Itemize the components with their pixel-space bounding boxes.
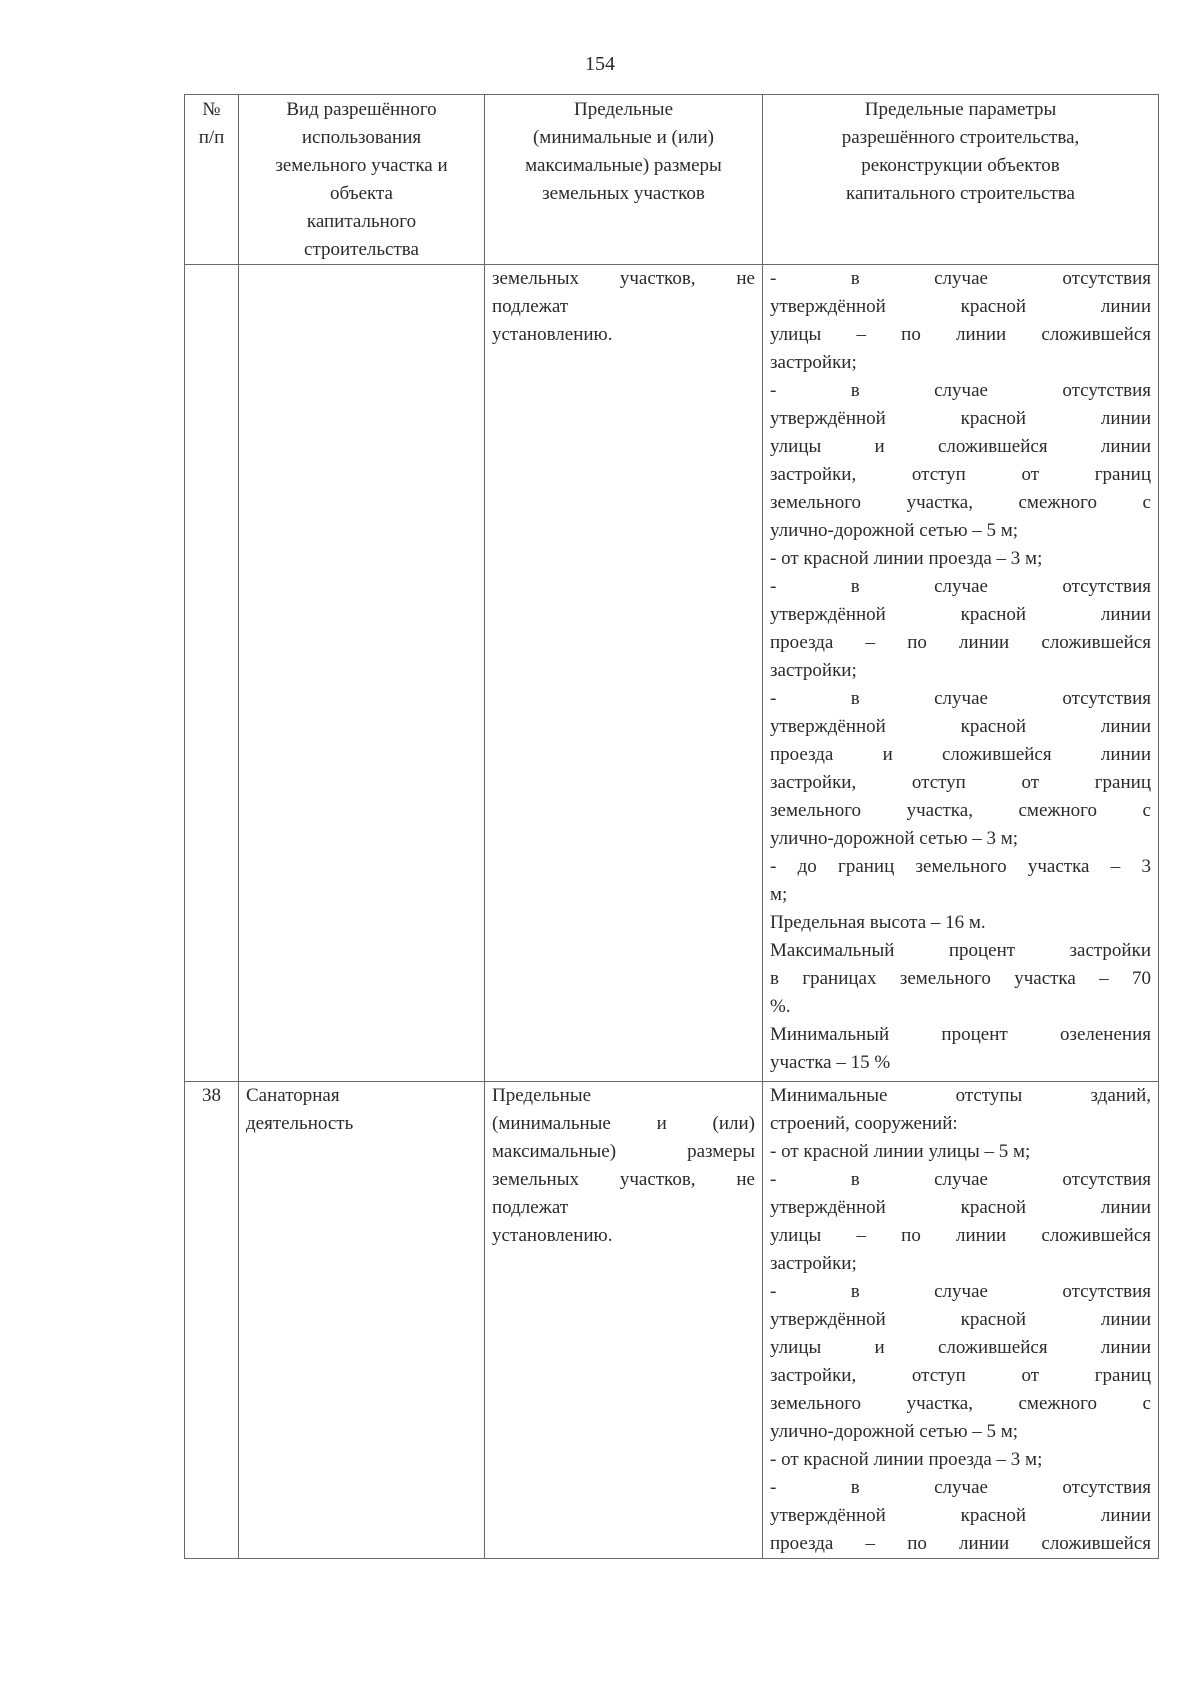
cell-text-line: Предельная высота – 16 м. [770,912,986,933]
table-row [185,265,1159,1082]
cell-text-line: подлежат [492,1197,569,1218]
cell-text-line: в границах земельного участка – 70 [770,968,1151,989]
cell-text-line: Максимальный процент застройки [770,940,1151,961]
cell-text-line: проезда – по линии сложившейся [770,632,1151,653]
row-kind-cell [239,1082,485,1559]
land-use-regulations-table [184,94,1159,1559]
cell-text-line: утверждённой красной линии [770,296,1151,317]
header-number-line: п/п [198,127,225,148]
cell-text-line: улицы и сложившейся линии [770,436,1151,457]
cell-text-line: строений, сооружений: [770,1113,958,1134]
table-header-row [185,95,1159,265]
cell-text-line: земельных участков, не [492,1169,755,1190]
header-sizes-line: максимальные) размеры [525,155,722,176]
cell-text-line: подлежат [492,296,569,317]
cell-text-line: улицы – по линии сложившейся [770,324,1151,345]
header-sizes-line: (минимальные и (или) [532,127,714,148]
cell-text-line: утверждённой красной линии [770,1197,1151,1218]
header-params-line: реконструкции объектов [861,155,1060,176]
header-kind-line: строительства [304,239,419,260]
cell-text-line: максимальные) размеры [492,1141,755,1162]
cell-text-line: - в случае отсутствия [770,688,1151,709]
row-sizes-cell [485,265,763,1082]
header-kind-line: объекта [330,183,393,204]
row-kind-cell [239,265,485,1082]
cell-text-line: улично-дорожной сетью – 5 м; [770,1421,1019,1442]
cell-text-line: Минимальные отступы зданий, [770,1085,1151,1106]
cell-text-line: земельного участка, смежного с [770,800,1151,821]
cell-text-line: - в случае отсутствия [770,576,1151,597]
header-kind-of-use [239,95,485,265]
row-kind-line: Санаторная [246,1085,340,1106]
cell-text-line: участка – 15 % [770,1052,891,1073]
cell-text-line: %. [770,996,791,1017]
cell-text-line: м; [770,884,788,905]
cell-text-line: улично-дорожной сетью – 5 м; [770,520,1019,541]
cell-text-line: - в случае отсутствия [770,380,1151,401]
header-params-line: Предельные параметры [864,99,1057,120]
cell-text-line: установлению. [492,324,613,345]
cell-text-line: - от красной линии проезда – 3 м; [770,1449,1043,1470]
cell-text-line: застройки, отступ от границ [770,1365,1151,1386]
cell-text-line: застройки, отступ от границ [770,772,1151,793]
row-kind-line: деятельность [246,1113,354,1134]
cell-text-line: Минимальный процент озеленения [770,1024,1151,1045]
header-number [185,95,239,265]
cell-text-line: улицы и сложившейся линии [770,1337,1151,1358]
row-sizes-cell [485,1082,763,1559]
row-params-cell [763,1082,1159,1559]
cell-text-line: - в случае отсутствия [770,1477,1151,1498]
header-kind-line: использования [301,127,422,148]
cell-text-line: застройки, отступ от границ [770,464,1151,485]
cell-text-line: утверждённой красной линии [770,408,1151,429]
cell-text-line: улично-дорожной сетью – 3 м; [770,828,1019,849]
header-plot-sizes [485,95,763,265]
header-kind-line: земельного участка и [275,155,448,176]
page-number: 154 [585,53,615,75]
cell-text-line: утверждённой красной линии [770,604,1151,625]
cell-text-line: - от красной линии улицы – 5 м; [770,1141,1031,1162]
cell-text-line: земельного участка, смежного с [770,492,1151,513]
cell-text-line: - в случае отсутствия [770,1169,1151,1190]
cell-text-line: утверждённой красной линии [770,1309,1151,1330]
row-number-cell [185,265,239,1082]
cell-text-line: земельного участка, смежного с [770,1393,1151,1414]
cell-text-line: застройки; [770,660,857,681]
cell-text-line: утверждённой красной линии [770,1505,1151,1526]
header-sizes-line: земельных участков [542,183,705,204]
row-number-cell: 38 [185,1082,239,1559]
cell-text-line: установлению. [492,1225,613,1246]
cell-text-line: - в случае отсутствия [770,1281,1151,1302]
cell-text-line: застройки; [770,1253,857,1274]
cell-text-line: проезда и сложившейся линии [770,744,1151,765]
header-construction-params [763,95,1159,265]
cell-text-line: - от красной линии проезда – 3 м; [770,548,1043,569]
cell-text-line: - до границ земельного участка – 3 [770,856,1151,877]
header-kind-line: Вид разрешённого [286,99,437,120]
header-params-line: капитального строительства [846,183,1075,204]
header-sizes-line: Предельные [573,99,674,120]
cell-text-line: (минимальные и (или) [492,1113,755,1134]
cell-text-line: застройки; [770,352,857,373]
cell-text-line: проезда – по линии сложившейся [770,1533,1151,1554]
cell-text-line: утверждённой красной линии [770,716,1151,737]
cell-text-line: Предельные [492,1085,592,1106]
header-number-line: № [202,99,221,120]
cell-text-line: - в случае отсутствия [770,268,1151,289]
cell-text-line: улицы – по линии сложившейся [770,1225,1151,1246]
header-params-line: разрешённого строительства, [841,127,1080,148]
cell-text-line: земельных участков, не [492,268,755,289]
row-params-cell [763,265,1159,1082]
table-row [185,1082,1159,1559]
header-kind-line: капитального [306,211,417,232]
